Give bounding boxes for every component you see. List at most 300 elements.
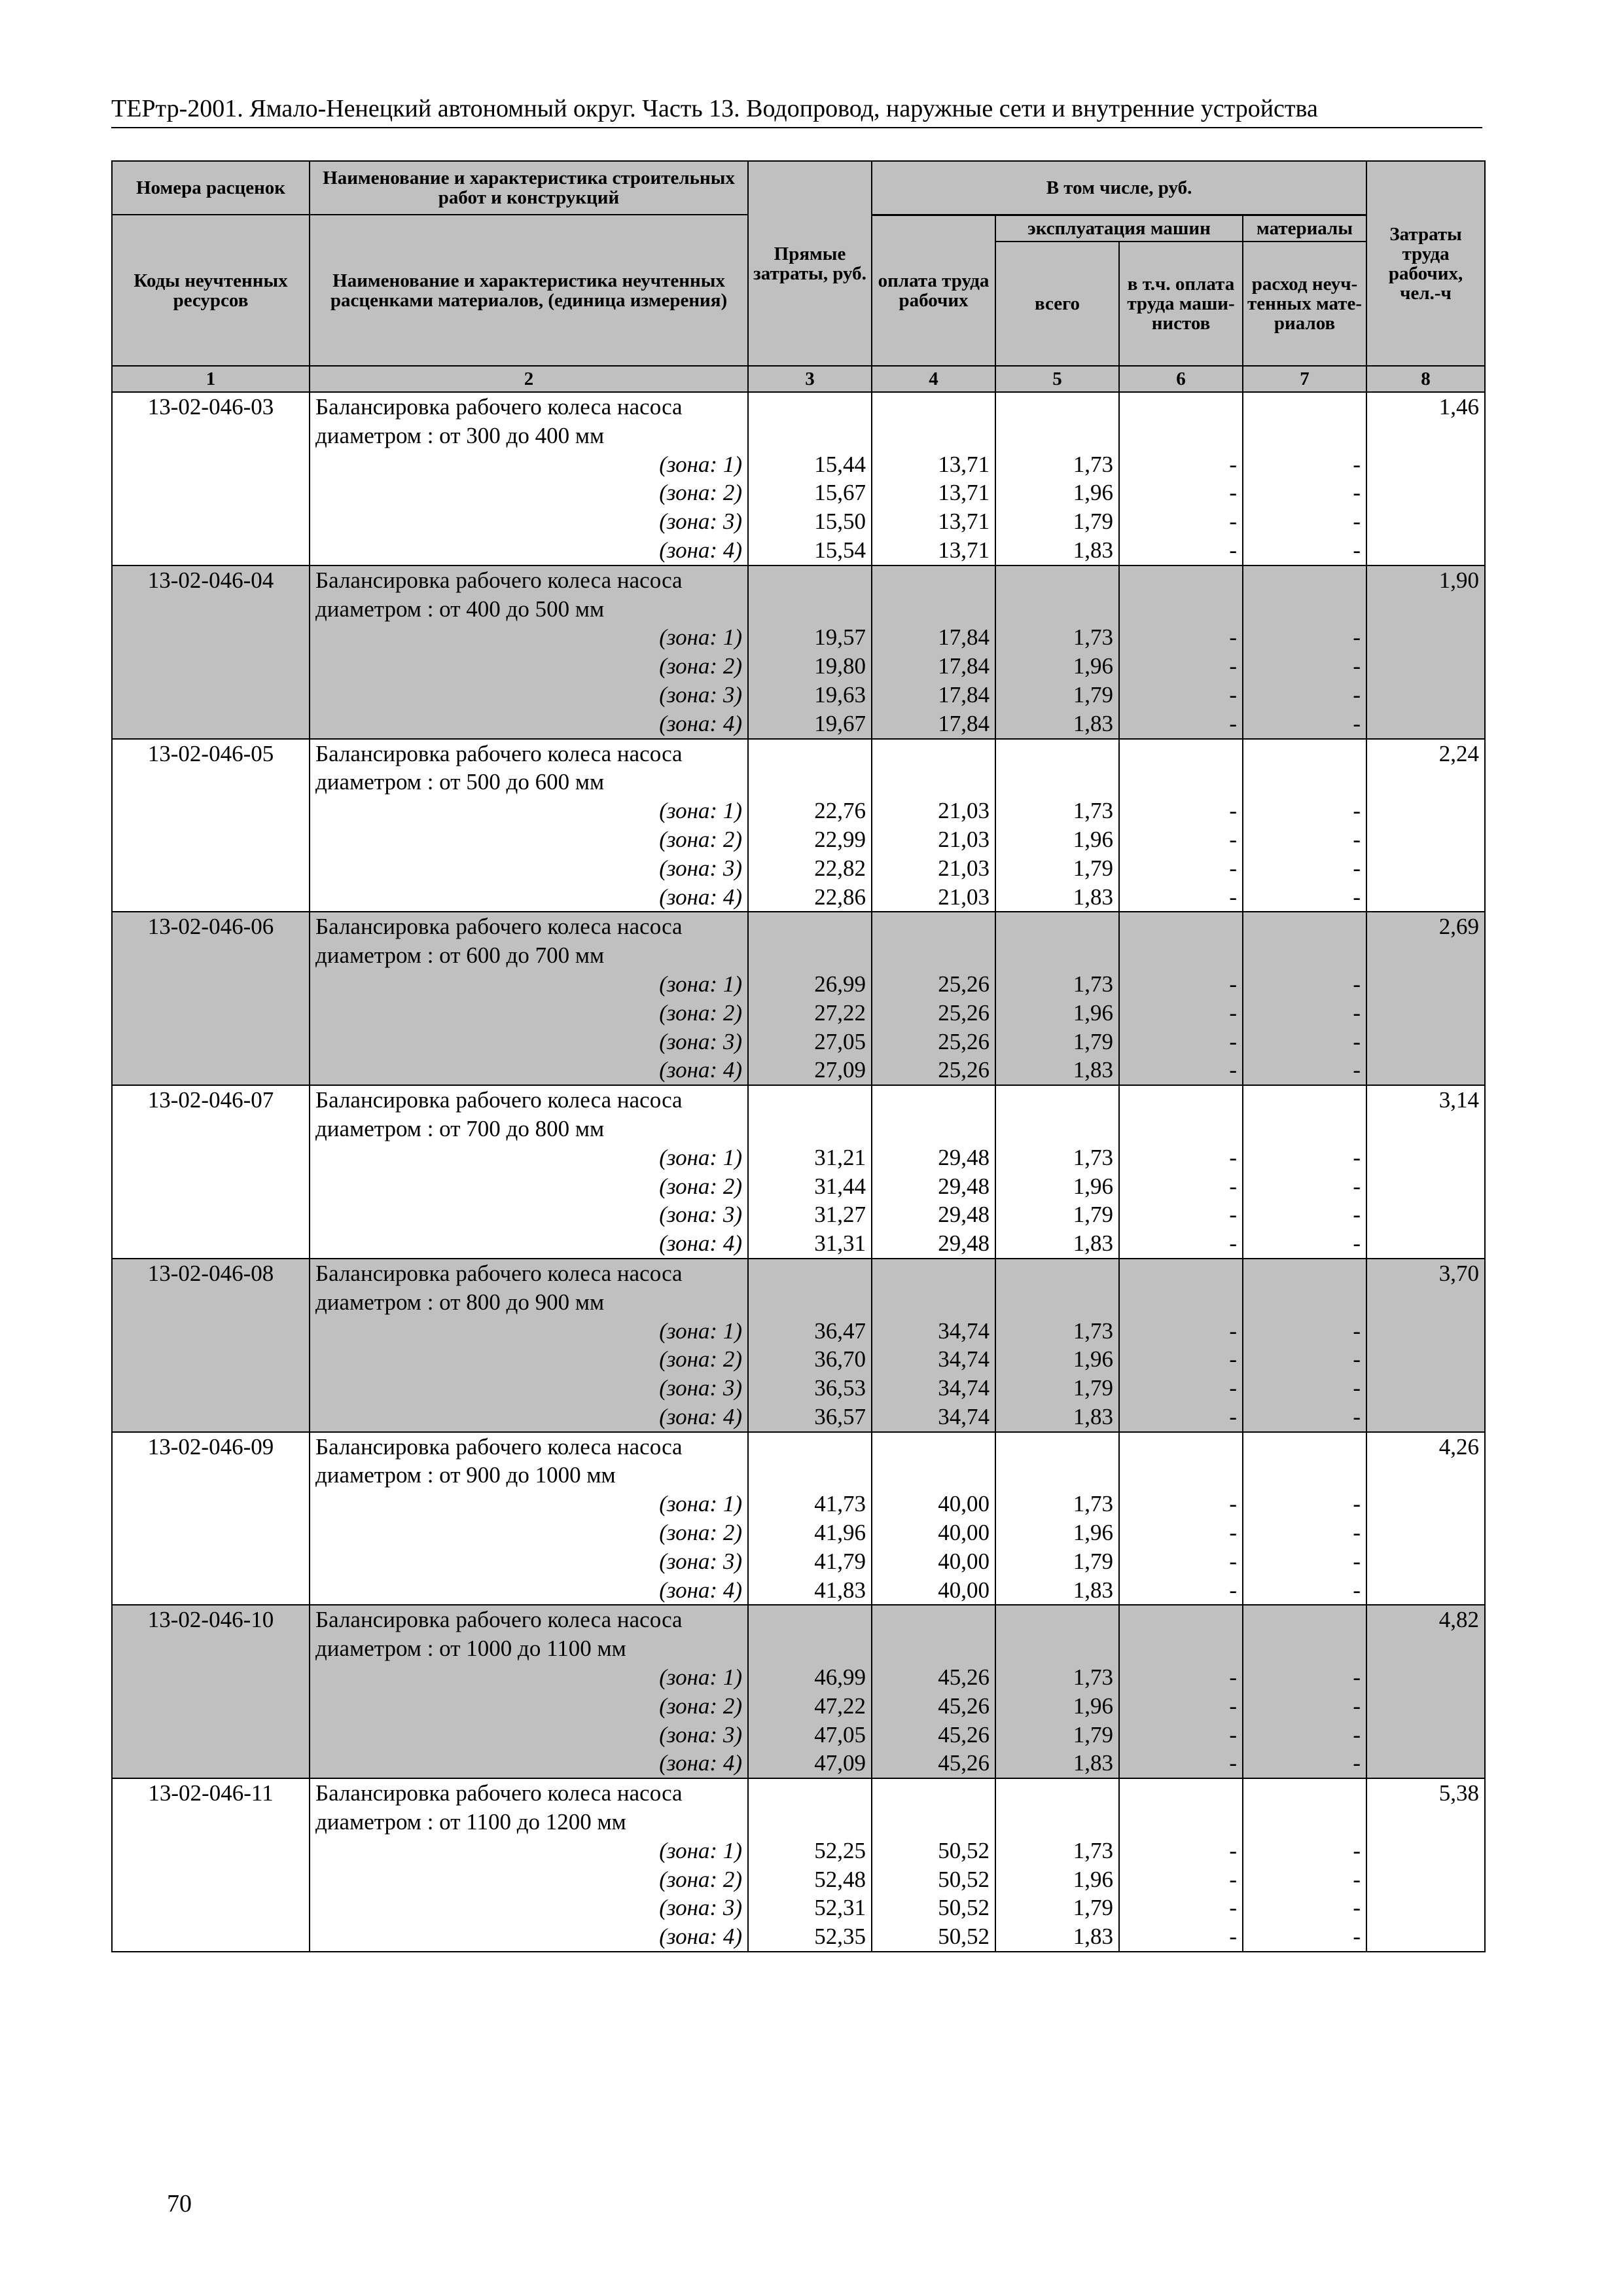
- machine-total: 1,83: [995, 536, 1119, 565]
- empty-cell: [1243, 1432, 1366, 1462]
- zone-label: (зона: 2): [310, 999, 748, 1028]
- rate-row: [112, 1634, 1485, 1663]
- zone-row: [112, 1518, 1485, 1547]
- unaccounted-materials: -: [1243, 507, 1366, 536]
- empty-cell: [872, 768, 995, 797]
- empty-cell: [748, 1085, 872, 1115]
- rate-code: 13-02-046-04: [112, 565, 310, 595]
- column-number: 1: [112, 366, 310, 392]
- direct-costs: 36,53: [748, 1374, 872, 1403]
- machine-total: 1,79: [995, 1374, 1119, 1403]
- labor-pay: 40,00: [872, 1518, 995, 1547]
- empty-cell: [995, 1115, 1119, 1143]
- machine-total: 1,79: [995, 1547, 1119, 1576]
- empty-cell: [1243, 1461, 1366, 1490]
- empty-cell: [995, 1634, 1119, 1663]
- zone-label: (зона: 3): [310, 1028, 748, 1056]
- direct-costs: 27,09: [748, 1056, 872, 1085]
- empty-cell: [1243, 1634, 1366, 1663]
- zone-row: [112, 1576, 1485, 1605]
- empty-cell: [1366, 999, 1485, 1028]
- empty-cell: [112, 941, 310, 970]
- empty-cell: [1243, 1808, 1366, 1837]
- empty-cell: [1366, 1200, 1485, 1229]
- empty-cell: [112, 1547, 310, 1576]
- zone-label: (зона: 1): [310, 797, 748, 825]
- empty-cell: [748, 1808, 872, 1837]
- zone-label: (зона: 1): [310, 1490, 748, 1518]
- empty-cell: [112, 825, 310, 854]
- labor-costs: 1,90: [1366, 565, 1485, 595]
- direct-costs: 15,67: [748, 478, 872, 507]
- machine-total: 1,73: [995, 797, 1119, 825]
- labor-pay: 50,52: [872, 1865, 995, 1894]
- empty-cell: [1366, 1547, 1485, 1576]
- rates-table: [111, 160, 1486, 1952]
- empty-cell: [1366, 1634, 1485, 1663]
- empty-cell: [112, 595, 310, 624]
- zone-row: [112, 652, 1485, 681]
- labor-pay: 34,74: [872, 1317, 995, 1346]
- operators-pay: -: [1119, 1721, 1243, 1749]
- empty-cell: [1366, 854, 1485, 883]
- empty-cell: [112, 507, 310, 536]
- empty-cell: [1119, 422, 1243, 450]
- operators-pay: -: [1119, 1143, 1243, 1172]
- zone-row: [112, 1056, 1485, 1085]
- empty-cell: [112, 1288, 310, 1317]
- empty-cell: [872, 1115, 995, 1143]
- unaccounted-materials: -: [1243, 999, 1366, 1028]
- empty-cell: [872, 1634, 995, 1663]
- direct-costs: 15,44: [748, 450, 872, 479]
- labor-pay: 40,00: [872, 1547, 995, 1576]
- direct-costs: 19,63: [748, 681, 872, 709]
- zone-label: (зона: 3): [310, 1721, 748, 1749]
- zone-label: (зона: 4): [310, 1749, 748, 1778]
- empty-cell: [1119, 941, 1243, 970]
- empty-cell: [872, 422, 995, 450]
- empty-cell: [1119, 595, 1243, 624]
- operators-pay: -: [1119, 1374, 1243, 1403]
- labor-pay: 25,26: [872, 999, 995, 1028]
- empty-cell: [1243, 1115, 1366, 1143]
- zone-row: [112, 1922, 1485, 1952]
- empty-cell: [748, 392, 872, 422]
- operators-pay: -: [1119, 825, 1243, 854]
- empty-cell: [1243, 912, 1366, 941]
- empty-cell: [1366, 1317, 1485, 1346]
- header-operators-pay: в т.ч. оплата труда маши-нистов: [1119, 242, 1243, 366]
- direct-costs: 36,57: [748, 1403, 872, 1432]
- machine-total: 1,83: [995, 1749, 1119, 1778]
- direct-costs: 31,27: [748, 1200, 872, 1229]
- column-number: 7: [1243, 366, 1366, 392]
- direct-costs: 41,96: [748, 1518, 872, 1547]
- empty-cell: [1119, 565, 1243, 595]
- direct-costs: 19,67: [748, 709, 872, 739]
- labor-pay: 13,71: [872, 478, 995, 507]
- zone-row: [112, 1490, 1485, 1518]
- empty-cell: [1366, 1345, 1485, 1374]
- empty-cell: [872, 1259, 995, 1288]
- zone-row: [112, 1143, 1485, 1172]
- zone-row: [112, 1547, 1485, 1576]
- labor-pay: 34,74: [872, 1345, 995, 1374]
- header-direct-costs: Прямые затраты, руб.: [748, 161, 872, 366]
- machine-total: 1,73: [995, 450, 1119, 479]
- zone-row: [112, 709, 1485, 739]
- operators-pay: -: [1119, 450, 1243, 479]
- zone-row: [112, 883, 1485, 912]
- unaccounted-materials: -: [1243, 1490, 1366, 1518]
- direct-costs: 36,47: [748, 1317, 872, 1346]
- empty-cell: [748, 1432, 872, 1462]
- empty-cell: [112, 1922, 310, 1952]
- empty-cell: [995, 595, 1119, 624]
- empty-cell: [112, 1518, 310, 1547]
- zone-label: (зона: 2): [310, 1865, 748, 1894]
- empty-cell: [748, 768, 872, 797]
- empty-cell: [748, 739, 872, 768]
- empty-cell: [995, 1288, 1119, 1317]
- machine-total: 1,79: [995, 1721, 1119, 1749]
- unaccounted-materials: -: [1243, 1200, 1366, 1229]
- zone-label: (зона: 3): [310, 1374, 748, 1403]
- empty-cell: [1366, 681, 1485, 709]
- rate-code: 13-02-046-03: [112, 392, 310, 422]
- empty-cell: [872, 739, 995, 768]
- rate-name-detail: диаметром : от 300 до 400 мм: [310, 422, 748, 450]
- empty-cell: [1119, 739, 1243, 768]
- zone-label: (зона: 3): [310, 507, 748, 536]
- empty-cell: [112, 768, 310, 797]
- empty-cell: [1119, 1085, 1243, 1115]
- empty-cell: [1243, 422, 1366, 450]
- direct-costs: 41,79: [748, 1547, 872, 1576]
- empty-cell: [1366, 970, 1485, 999]
- header-machine-operation: эксплуатация машин: [995, 215, 1243, 242]
- machine-total: 1,73: [995, 1663, 1119, 1692]
- zone-row: [112, 536, 1485, 565]
- empty-cell: [112, 1634, 310, 1663]
- empty-cell: [1366, 825, 1485, 854]
- empty-cell: [748, 1115, 872, 1143]
- empty-cell: [995, 1605, 1119, 1634]
- unaccounted-materials: -: [1243, 854, 1366, 883]
- machine-total: 1,73: [995, 1143, 1119, 1172]
- empty-cell: [112, 797, 310, 825]
- empty-cell: [112, 536, 310, 565]
- direct-costs: 41,73: [748, 1490, 872, 1518]
- empty-cell: [112, 1317, 310, 1346]
- empty-cell: [112, 1663, 310, 1692]
- empty-cell: [1243, 739, 1366, 768]
- empty-cell: [1119, 1288, 1243, 1317]
- empty-cell: [1366, 1461, 1485, 1490]
- empty-cell: [1366, 1229, 1485, 1259]
- rate-code: 13-02-046-10: [112, 1605, 310, 1634]
- empty-cell: [112, 652, 310, 681]
- labor-pay: 45,26: [872, 1692, 995, 1721]
- zone-row: [112, 825, 1485, 854]
- empty-cell: [1366, 709, 1485, 739]
- zone-label: (зона: 1): [310, 623, 748, 652]
- zone-label: (зона: 1): [310, 1663, 748, 1692]
- operators-pay: -: [1119, 1547, 1243, 1576]
- zone-row: [112, 1837, 1485, 1865]
- labor-pay: 25,26: [872, 970, 995, 999]
- empty-cell: [872, 595, 995, 624]
- rate-code: 13-02-046-09: [112, 1432, 310, 1462]
- empty-cell: [872, 392, 995, 422]
- rate-name: Балансировка рабочего колеса насоса: [310, 1085, 748, 1115]
- direct-costs: 52,48: [748, 1865, 872, 1894]
- header-material-name: Наименование и характеристика неучтенных расценками материалов, (единица измерения): [310, 215, 748, 366]
- empty-cell: [748, 1461, 872, 1490]
- machine-total: 1,79: [995, 681, 1119, 709]
- empty-cell: [112, 1808, 310, 1837]
- zone-label: (зона: 4): [310, 1229, 748, 1259]
- unaccounted-materials: -: [1243, 709, 1366, 739]
- empty-cell: [1366, 478, 1485, 507]
- zone-label: (зона: 3): [310, 1200, 748, 1229]
- operators-pay: -: [1119, 681, 1243, 709]
- zone-row: [112, 1229, 1485, 1259]
- zone-label: (зона: 4): [310, 1403, 748, 1432]
- rate-row: [112, 739, 1485, 768]
- zone-row: [112, 999, 1485, 1028]
- empty-cell: [748, 1288, 872, 1317]
- unaccounted-materials: -: [1243, 652, 1366, 681]
- machine-total: 1,83: [995, 709, 1119, 739]
- empty-cell: [112, 1692, 310, 1721]
- zone-label: (зона: 4): [310, 536, 748, 565]
- machine-total: 1,96: [995, 1518, 1119, 1547]
- machine-total: 1,73: [995, 970, 1119, 999]
- operators-pay: -: [1119, 1865, 1243, 1894]
- empty-cell: [112, 1461, 310, 1490]
- zone-row: [112, 1172, 1485, 1201]
- zone-row: [112, 1028, 1485, 1056]
- empty-cell: [872, 912, 995, 941]
- rate-name-detail: диаметром : от 700 до 800 мм: [310, 1115, 748, 1143]
- operators-pay: -: [1119, 1490, 1243, 1518]
- unaccounted-materials: -: [1243, 681, 1366, 709]
- empty-cell: [872, 1085, 995, 1115]
- empty-cell: [995, 912, 1119, 941]
- direct-costs: 27,22: [748, 999, 872, 1028]
- zone-label: (зона: 1): [310, 450, 748, 479]
- rate-name: Балансировка рабочего колеса насоса: [310, 912, 748, 941]
- rate-row: [112, 1115, 1485, 1143]
- zone-label: (зона: 2): [310, 1692, 748, 1721]
- unaccounted-materials: -: [1243, 1749, 1366, 1778]
- empty-cell: [1119, 1778, 1243, 1808]
- rate-row: [112, 1259, 1485, 1288]
- zone-label: (зона: 2): [310, 478, 748, 507]
- empty-cell: [872, 1808, 995, 1837]
- zone-label: (зона: 4): [310, 709, 748, 739]
- empty-cell: [995, 422, 1119, 450]
- zone-label: (зона: 2): [310, 1172, 748, 1201]
- empty-cell: [112, 681, 310, 709]
- zone-row: [112, 478, 1485, 507]
- rate-row: [112, 1432, 1485, 1462]
- labor-pay: 34,74: [872, 1403, 995, 1432]
- direct-costs: 47,09: [748, 1749, 872, 1778]
- labor-pay: 29,48: [872, 1172, 995, 1201]
- unaccounted-materials: -: [1243, 1518, 1366, 1547]
- empty-cell: [748, 565, 872, 595]
- empty-cell: [112, 1837, 310, 1865]
- machine-total: 1,96: [995, 999, 1119, 1028]
- empty-cell: [1366, 883, 1485, 912]
- zone-label: (зона: 3): [310, 681, 748, 709]
- page-header: ТЕРтр-2001. Ямало-Ненецкий автономный округ. Часть 13. Водопровод, наружные сети и внутренние устройства: [111, 93, 1482, 128]
- direct-costs: 31,21: [748, 1143, 872, 1172]
- operators-pay: -: [1119, 970, 1243, 999]
- zone-row: [112, 1317, 1485, 1346]
- zone-label: (зона: 1): [310, 1317, 748, 1346]
- unaccounted-materials: -: [1243, 1172, 1366, 1201]
- rate-row: [112, 768, 1485, 797]
- unaccounted-materials: -: [1243, 536, 1366, 565]
- table-body: [112, 392, 1485, 1952]
- labor-costs: 2,24: [1366, 739, 1485, 768]
- column-number: 6: [1119, 366, 1243, 392]
- unaccounted-materials: -: [1243, 797, 1366, 825]
- empty-cell: [995, 739, 1119, 768]
- operators-pay: -: [1119, 1200, 1243, 1229]
- zone-label: (зона: 3): [310, 854, 748, 883]
- empty-cell: [1243, 941, 1366, 970]
- empty-cell: [1366, 422, 1485, 450]
- empty-cell: [1243, 1085, 1366, 1115]
- labor-pay: 21,03: [872, 797, 995, 825]
- empty-cell: [1366, 1288, 1485, 1317]
- empty-cell: [872, 1461, 995, 1490]
- machine-total: 1,73: [995, 1317, 1119, 1346]
- zone-label: (зона: 4): [310, 1576, 748, 1605]
- rate-row: [112, 1605, 1485, 1634]
- header-total: всего: [995, 242, 1119, 366]
- header-rate-numbers: Номера расценок: [112, 161, 310, 215]
- labor-pay: 50,52: [872, 1893, 995, 1922]
- direct-costs: 52,35: [748, 1922, 872, 1952]
- unaccounted-materials: -: [1243, 1922, 1366, 1952]
- column-number: 3: [748, 366, 872, 392]
- rate-name-detail: диаметром : от 1000 до 1100 мм: [310, 1634, 748, 1663]
- zone-label: (зона: 3): [310, 1893, 748, 1922]
- empty-cell: [1243, 565, 1366, 595]
- zone-row: [112, 970, 1485, 999]
- unaccounted-materials: -: [1243, 623, 1366, 652]
- direct-costs: 52,31: [748, 1893, 872, 1922]
- labor-pay: 29,48: [872, 1143, 995, 1172]
- labor-costs: 2,69: [1366, 912, 1485, 941]
- operators-pay: -: [1119, 883, 1243, 912]
- operators-pay: -: [1119, 536, 1243, 565]
- header-labor-costs: Затраты труда рабочих, чел.-ч: [1366, 161, 1485, 366]
- labor-pay: 13,71: [872, 536, 995, 565]
- operators-pay: -: [1119, 1028, 1243, 1056]
- zone-label: (зона: 1): [310, 1837, 748, 1865]
- direct-costs: 22,86: [748, 883, 872, 912]
- unaccounted-materials: -: [1243, 1056, 1366, 1085]
- labor-pay: 45,26: [872, 1721, 995, 1749]
- unaccounted-materials: -: [1243, 1143, 1366, 1172]
- unaccounted-materials: -: [1243, 1893, 1366, 1922]
- empty-cell: [1366, 768, 1485, 797]
- direct-costs: 22,82: [748, 854, 872, 883]
- direct-costs: 46,99: [748, 1663, 872, 1692]
- empty-cell: [1243, 1605, 1366, 1634]
- empty-cell: [1366, 1143, 1485, 1172]
- empty-cell: [995, 392, 1119, 422]
- empty-cell: [112, 999, 310, 1028]
- operators-pay: -: [1119, 507, 1243, 536]
- empty-cell: [1119, 912, 1243, 941]
- operators-pay: -: [1119, 1229, 1243, 1259]
- rate-name: Балансировка рабочего колеса насоса: [310, 739, 748, 768]
- column-number: 4: [872, 366, 995, 392]
- machine-total: 1,96: [995, 825, 1119, 854]
- empty-cell: [1366, 1922, 1485, 1952]
- unaccounted-materials: -: [1243, 825, 1366, 854]
- labor-costs: 4,26: [1366, 1432, 1485, 1462]
- rate-row: [112, 422, 1485, 450]
- column-numbers-row: [112, 366, 1485, 392]
- rate-row: [112, 595, 1485, 624]
- zone-row: [112, 1345, 1485, 1374]
- empty-cell: [1119, 1259, 1243, 1288]
- direct-costs: 15,50: [748, 507, 872, 536]
- unaccounted-materials: -: [1243, 883, 1366, 912]
- direct-costs: 19,80: [748, 652, 872, 681]
- machine-total: 1,96: [995, 1172, 1119, 1201]
- labor-pay: 40,00: [872, 1576, 995, 1605]
- operators-pay: -: [1119, 1663, 1243, 1692]
- zone-label: (зона: 2): [310, 825, 748, 854]
- operators-pay: -: [1119, 1345, 1243, 1374]
- empty-cell: [112, 1143, 310, 1172]
- unaccounted-materials: -: [1243, 1692, 1366, 1721]
- empty-cell: [1243, 1259, 1366, 1288]
- zone-row: [112, 1663, 1485, 1692]
- empty-cell: [1366, 1692, 1485, 1721]
- empty-cell: [748, 941, 872, 970]
- labor-pay: 45,26: [872, 1663, 995, 1692]
- empty-cell: [112, 970, 310, 999]
- unaccounted-materials: -: [1243, 478, 1366, 507]
- empty-cell: [112, 1576, 310, 1605]
- zone-label: (зона: 4): [310, 1056, 748, 1085]
- empty-cell: [112, 422, 310, 450]
- machine-total: 1,83: [995, 1922, 1119, 1952]
- unaccounted-materials: -: [1243, 970, 1366, 999]
- empty-cell: [112, 1229, 310, 1259]
- empty-cell: [1366, 1172, 1485, 1201]
- labor-costs: 5,38: [1366, 1778, 1485, 1808]
- machine-total: 1,73: [995, 623, 1119, 652]
- empty-cell: [872, 1288, 995, 1317]
- operators-pay: -: [1119, 854, 1243, 883]
- zone-row: [112, 450, 1485, 479]
- machine-total: 1,96: [995, 478, 1119, 507]
- empty-cell: [112, 1115, 310, 1143]
- labor-pay: 13,71: [872, 507, 995, 536]
